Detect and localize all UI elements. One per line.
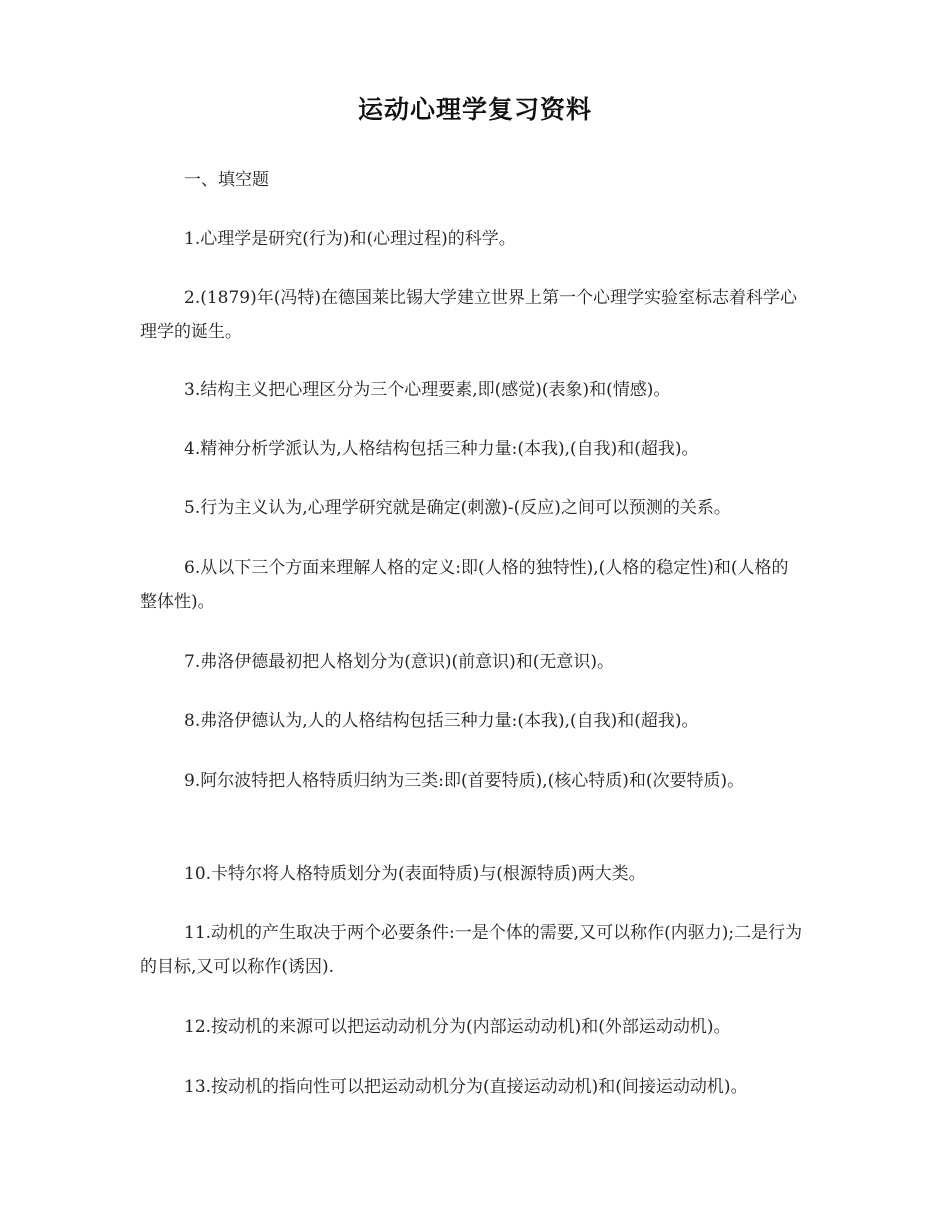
question-item-12: 12.按动机的来源可以把运动动机分为(内部运动动机)和(外部运动动机)。 bbox=[184, 1017, 731, 1037]
question-item-3: 3.结构主义把心理区分为三个心理要素,即(感觉)(表象)和(情感)。 bbox=[184, 380, 671, 400]
question-item-6: 6.从以下三个方面来理解人格的定义:即(人格的独特性),(人格的稳定性)和(人格的整体性)。 bbox=[140, 558, 789, 612]
question-item-9: 9.阿尔波特把人格特质归纳为三类:即(首要特质),(核心特质)和(次要特质)。 bbox=[184, 771, 745, 791]
question-item-7: 7.弗洛伊德最初把人格划分为(意识)(前意识)和(无意识)。 bbox=[184, 652, 615, 672]
question-item-8: 8.弗洛伊德认为,人的人格结构包括三种力量:(本我),(自我)和(超我)。 bbox=[184, 711, 699, 731]
question-item-1: 1.心理学是研究(行为)和(心理过程)的科学。 bbox=[184, 229, 516, 249]
section-heading: 一、填空题 bbox=[184, 170, 269, 190]
question-item-13: 13.按动机的指向性可以把运动动机分为(直接运动动机)和(间接运动动机)。 bbox=[184, 1077, 748, 1097]
question-item-11: 11.动机的产生取决于两个必要条件:一是个体的需要,又可以称作(内驱力);二是行为的目标,又可以称作(诱因). bbox=[140, 923, 803, 977]
question-item-2: 2.(1879)年(冯特)在德国莱比锡大学建立世界上第一个心理学实验室标志着科学心理学的诞生。 bbox=[140, 288, 798, 342]
page-title: 运动心理学复习资料 bbox=[357, 95, 592, 124]
question-item-4: 4.精神分析学派认为,人格结构包括三种力量:(本我),(自我)和(超我)。 bbox=[184, 439, 699, 459]
question-item-10: 10.卡特尔将人格特质划分为(表面特质)与(根源特质)两大类。 bbox=[184, 864, 646, 884]
question-item-5: 5.行为主义认为,心理学研究就是确定(刺激)-(反应)之间可以预测的关系。 bbox=[184, 498, 731, 518]
